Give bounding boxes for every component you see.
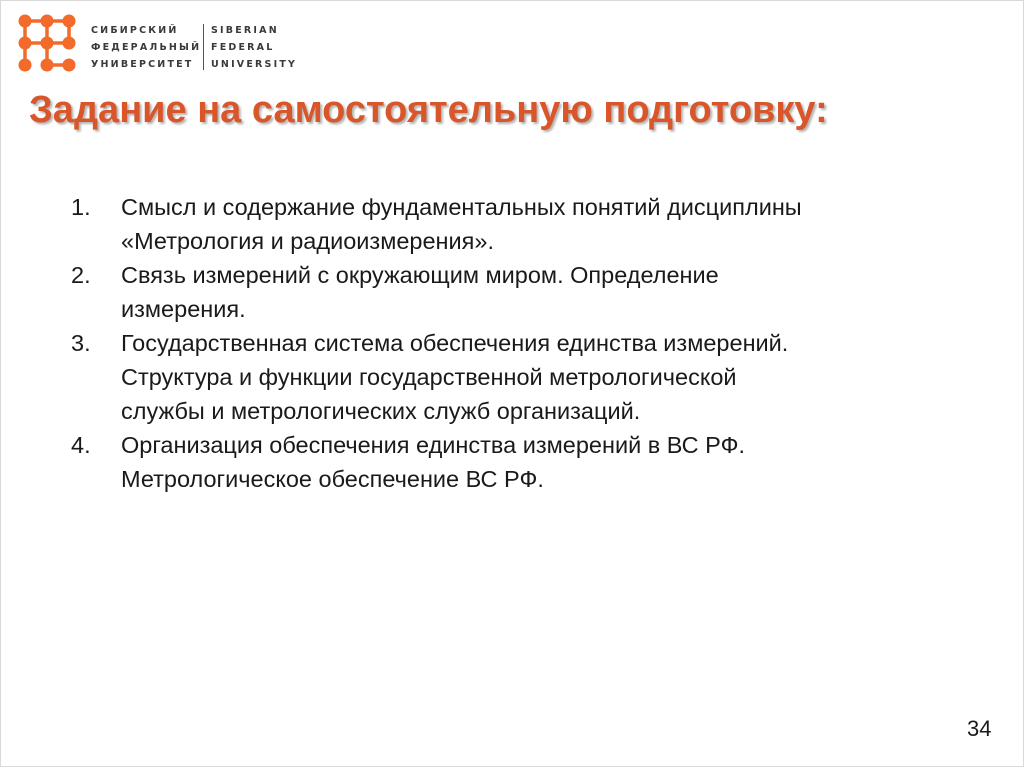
list-item-line: Структура и функции государственной метрологической bbox=[121, 364, 737, 390]
university-logo-icon bbox=[11, 7, 83, 79]
logo-ru-line: СИБИРСКИЙ bbox=[91, 25, 179, 36]
list-item-line: Метрологическое обеспечение ВС РФ. bbox=[121, 466, 544, 492]
logo-ru-line: УНИВЕРСИТЕТ bbox=[91, 59, 194, 70]
list-item-line: Государственная система обеспечения единства измерений. bbox=[121, 330, 789, 356]
task-list bbox=[71, 190, 971, 496]
logo-text-en bbox=[211, 22, 297, 73]
list-item-number: 1. bbox=[71, 194, 91, 220]
list-item-line: «Метрология и радиоизмерения». bbox=[121, 228, 494, 254]
list-item-line: службы и метрологических служб организаций. bbox=[121, 398, 641, 424]
logo-en-line: FEDERAL bbox=[211, 42, 275, 53]
slide-title: Задание на самостоятельную подготовку: bbox=[29, 89, 828, 131]
logo-en-line: SIBERIAN bbox=[211, 25, 279, 36]
list-item-line: Связь измерений с окружающим миром. Определение bbox=[121, 262, 719, 288]
list-item-number: 2. bbox=[71, 262, 91, 288]
list-item bbox=[71, 326, 971, 428]
logo-text-ru bbox=[91, 22, 201, 73]
list-item bbox=[71, 258, 971, 326]
list-item bbox=[71, 428, 971, 496]
list-item-line: Организация обеспечения единства измерений в ВС РФ. bbox=[121, 432, 745, 458]
logo-divider bbox=[203, 24, 204, 70]
logo-en-line: UNIVERSITY bbox=[211, 59, 298, 70]
page-number: 34 bbox=[967, 716, 992, 741]
list-item bbox=[71, 190, 971, 258]
list-item-line: Смысл и содержание фундаментальных понятий дисциплины bbox=[121, 194, 802, 220]
list-item-line: измерения. bbox=[121, 296, 246, 322]
university-logo bbox=[11, 7, 301, 82]
list-item-number: 4. bbox=[71, 432, 91, 458]
logo-ru-line: ФЕДЕРАЛЬНЫЙ bbox=[91, 42, 202, 53]
list-item-number: 3. bbox=[71, 330, 91, 356]
